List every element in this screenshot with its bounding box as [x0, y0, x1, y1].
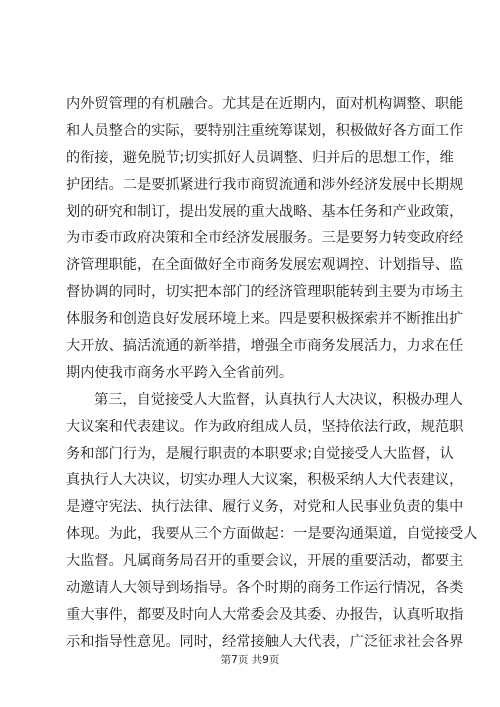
text-line: 是遵守宪法、执行法律、履行义务，对党和人民事业负责的集中	[66, 499, 464, 516]
text-line: 和人员整合的实际，要特别注重统筹谋划，积极做好各方面工作	[66, 122, 464, 139]
text-line: 真执行人大决议，切实办理人大议案，积极采纳人大代表建议，	[66, 472, 464, 489]
text-line: 体服务和创造良好发展环境上来。四是要积极探索并不断推出扩	[66, 311, 464, 328]
text-line: 督协调的同时，切实把本部门的经济管理职能转到主要为市场主	[66, 284, 464, 301]
text-line: 体现。为此，我要从三个方面做起：一是要沟通渠道，自觉接受人	[66, 526, 478, 543]
text-line: 的衔接，避免脱节;切实抓好人员调整、归并后的思想工作，维	[66, 149, 454, 166]
page-number-footer: 第7页 共9页	[220, 654, 280, 666]
text-line: 重大事件，都要及时向人大常委会及其委、办报告，认真听取指	[66, 606, 464, 623]
text-line: 动邀请人大领导到场指导。各个时期的商务工作运行情况，各类	[66, 580, 464, 597]
text-line: 大开放、搞活流通的新举措，增强全市商务发展活力，力求在任	[66, 338, 464, 355]
text-line: 大监督。凡属商务局召开的重要会议，开展的重要活动，都要主	[66, 553, 464, 570]
text-line: 为市委市政府决策和全市经济发展服务。三是要努力转变政府经	[66, 230, 464, 247]
text-line: 划的研究和制订，提出发展的重大战略、基本任务和产业政策，	[66, 203, 464, 220]
text-line: 内外贸管理的有机融合。尤其是在近期内，面对机构调整、职能	[66, 96, 464, 112]
text-line: 济管理职能，在全面做好全市商务发展宏观调控、计划指导、监	[66, 257, 464, 274]
text-line: 护团结。二是要抓紧进行我市商贸流通和涉外经济发展中长期规	[66, 176, 464, 193]
text-line: 期内使我市商务水平跨入全省前列。	[66, 364, 294, 381]
text-line: 大议案和代表建议。作为政府组成人员，坚持依法行政，规范职	[66, 418, 464, 435]
text-line: 务和部门行为，是履行职责的本职要求;自觉接受人大监督，认	[66, 445, 454, 462]
paragraph-first-line: 第三，自觉接受人大监督，认真执行人大决议，积极办理人	[94, 391, 463, 408]
text-line: 示和指导性意见。同时，经常接触人大代表，广泛征求社会各界	[66, 633, 464, 650]
body-text	[66, 91, 478, 656]
